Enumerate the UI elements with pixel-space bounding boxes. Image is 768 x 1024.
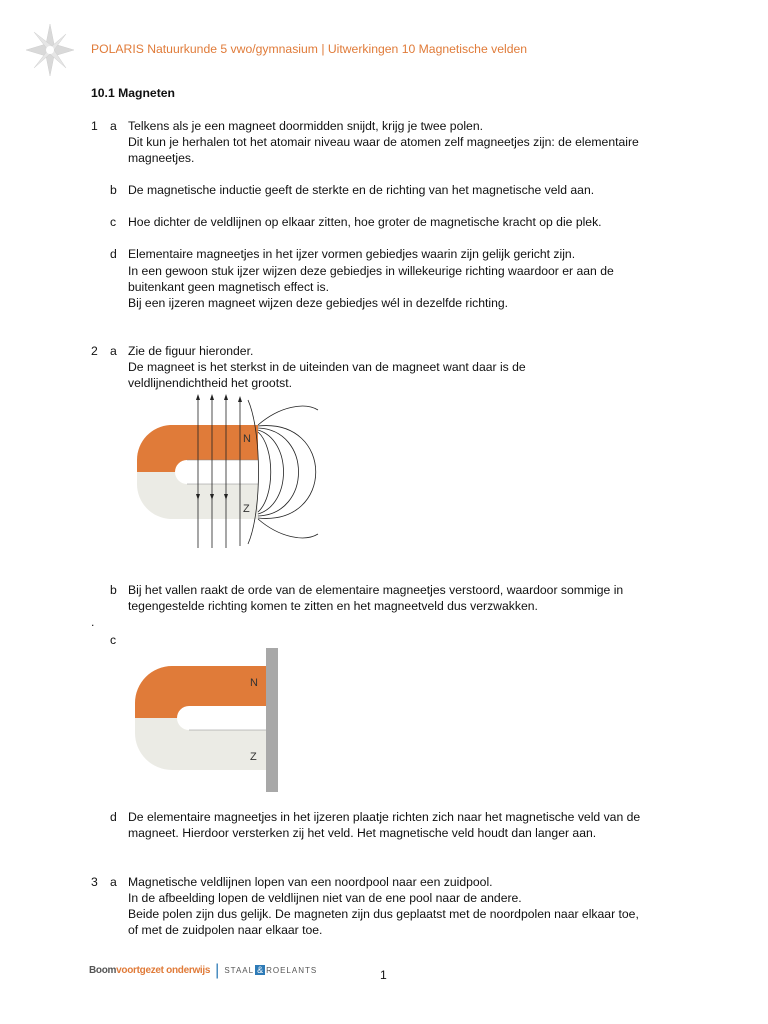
magnet-south-half xyxy=(135,718,266,770)
magnet-field-figure xyxy=(130,392,345,552)
roelants-wordmark: ROELANTS xyxy=(266,966,318,975)
answer-letter: b xyxy=(110,183,117,197)
answer-line: tegengestelde richting komen te zitten en het magneetveld dus verzwakken. xyxy=(128,599,538,613)
north-pole-label: N xyxy=(250,677,258,689)
question-number: 1 xyxy=(91,119,98,133)
brand-wordmark: voortgezet onderwijs xyxy=(116,965,211,976)
stray-dot: . xyxy=(91,615,95,629)
answer-letter: a xyxy=(110,119,117,133)
question-number: 2 xyxy=(91,344,98,358)
answer-line: Elementaire magneetjes in het ijzer vormen gebiedjes waarin zijn gelijk gericht zijn. xyxy=(128,247,576,261)
answer-line: magneetjes. xyxy=(128,151,195,165)
ampersand-mark: & xyxy=(257,965,264,975)
answer-letter: a xyxy=(110,875,117,889)
page-header: POLARIS Natuurkunde 5 vwo/gymnasium | Uitwerkingen 10 Magnetische velden xyxy=(91,42,528,56)
answer-letter: b xyxy=(110,583,117,597)
answer-line: of met de zuidpolen naar elkaar toe. xyxy=(128,923,323,937)
boom-wordmark: Boom xyxy=(89,965,117,976)
answer-letter: c xyxy=(110,633,117,647)
answer-line: Bij het vallen raakt de orde van de elementaire magneetjes verstoord, waardoor sommige in xyxy=(128,583,624,597)
question-number: 3 xyxy=(91,875,98,889)
answer-line: In de afbeelding lopen de veldlijnen niet van de ene pool naar de andere. xyxy=(128,891,522,905)
answer-line: magneet. Hierdoor versterken zij het veld. Het magnetische veld houdt dan langer aan. xyxy=(128,826,597,840)
staal-wordmark: STAAL xyxy=(224,966,255,975)
answer-letter: a xyxy=(110,344,117,358)
south-pole-label: Z xyxy=(250,751,257,763)
answer-line: Bij een ijzeren magneet wijzen deze gebiedjes wél in dezelfde richting. xyxy=(128,296,509,310)
answer-line: De elementaire magneetjes in het ijzeren plaatje richten zich naar het magnetische veld van de xyxy=(128,810,641,824)
answer-line: Dit kun je herhalen tot het atomair niveau waar de atomen zelf magneetjes zijn: de elementaire xyxy=(128,135,639,149)
answer-line: Hoe dichter de veldlijnen op elkaar zitten, hoe groter de magnetische kracht op die plek. xyxy=(128,215,602,229)
answer-line: Telkens als je een magneet doormidden snijdt, krijg je twee polen. xyxy=(128,119,483,133)
answer-line: Magnetische veldlijnen lopen van een noordpool naar een zuidpool. xyxy=(128,875,493,889)
section-title: 10.1 Magneten xyxy=(91,86,175,100)
answer-line: buitenkant geen magnetisch effect is. xyxy=(128,280,329,294)
logo-separator: | xyxy=(215,962,220,979)
polaris-logo xyxy=(24,22,76,78)
magnet-north-half xyxy=(135,666,266,718)
answer-line: veldlijnendichtheid het grootst. xyxy=(128,376,292,390)
page-number: 1 xyxy=(380,968,387,982)
answer-line: Beide polen zijn dus gelijk. De magneten zijn dus geplaatst met de noordpolen naar elkaar toe, xyxy=(128,907,639,921)
answer-line: Zie de figuur hieronder. xyxy=(128,344,254,358)
answer-line: De magneet is het sterkst in de uiteinden van de magneet want daar is de xyxy=(128,360,526,374)
magnet-plate-figure xyxy=(132,646,282,794)
answer-letter: c xyxy=(110,215,117,229)
answer-letter: d xyxy=(110,247,117,261)
answer-line: De magnetische inductie geeft de sterkte en de richting van het magnetische veld aan. xyxy=(128,183,595,197)
south-pole-label: Z xyxy=(243,503,250,515)
iron-plate xyxy=(266,648,278,792)
answer-letter: d xyxy=(110,810,117,824)
north-pole-label: N xyxy=(243,433,251,445)
answer-line: In een gewoon stuk ijzer wijzen deze gebiedjes in willekeurige richting waardoor er aan de xyxy=(128,264,614,278)
publisher-logo xyxy=(89,960,317,978)
